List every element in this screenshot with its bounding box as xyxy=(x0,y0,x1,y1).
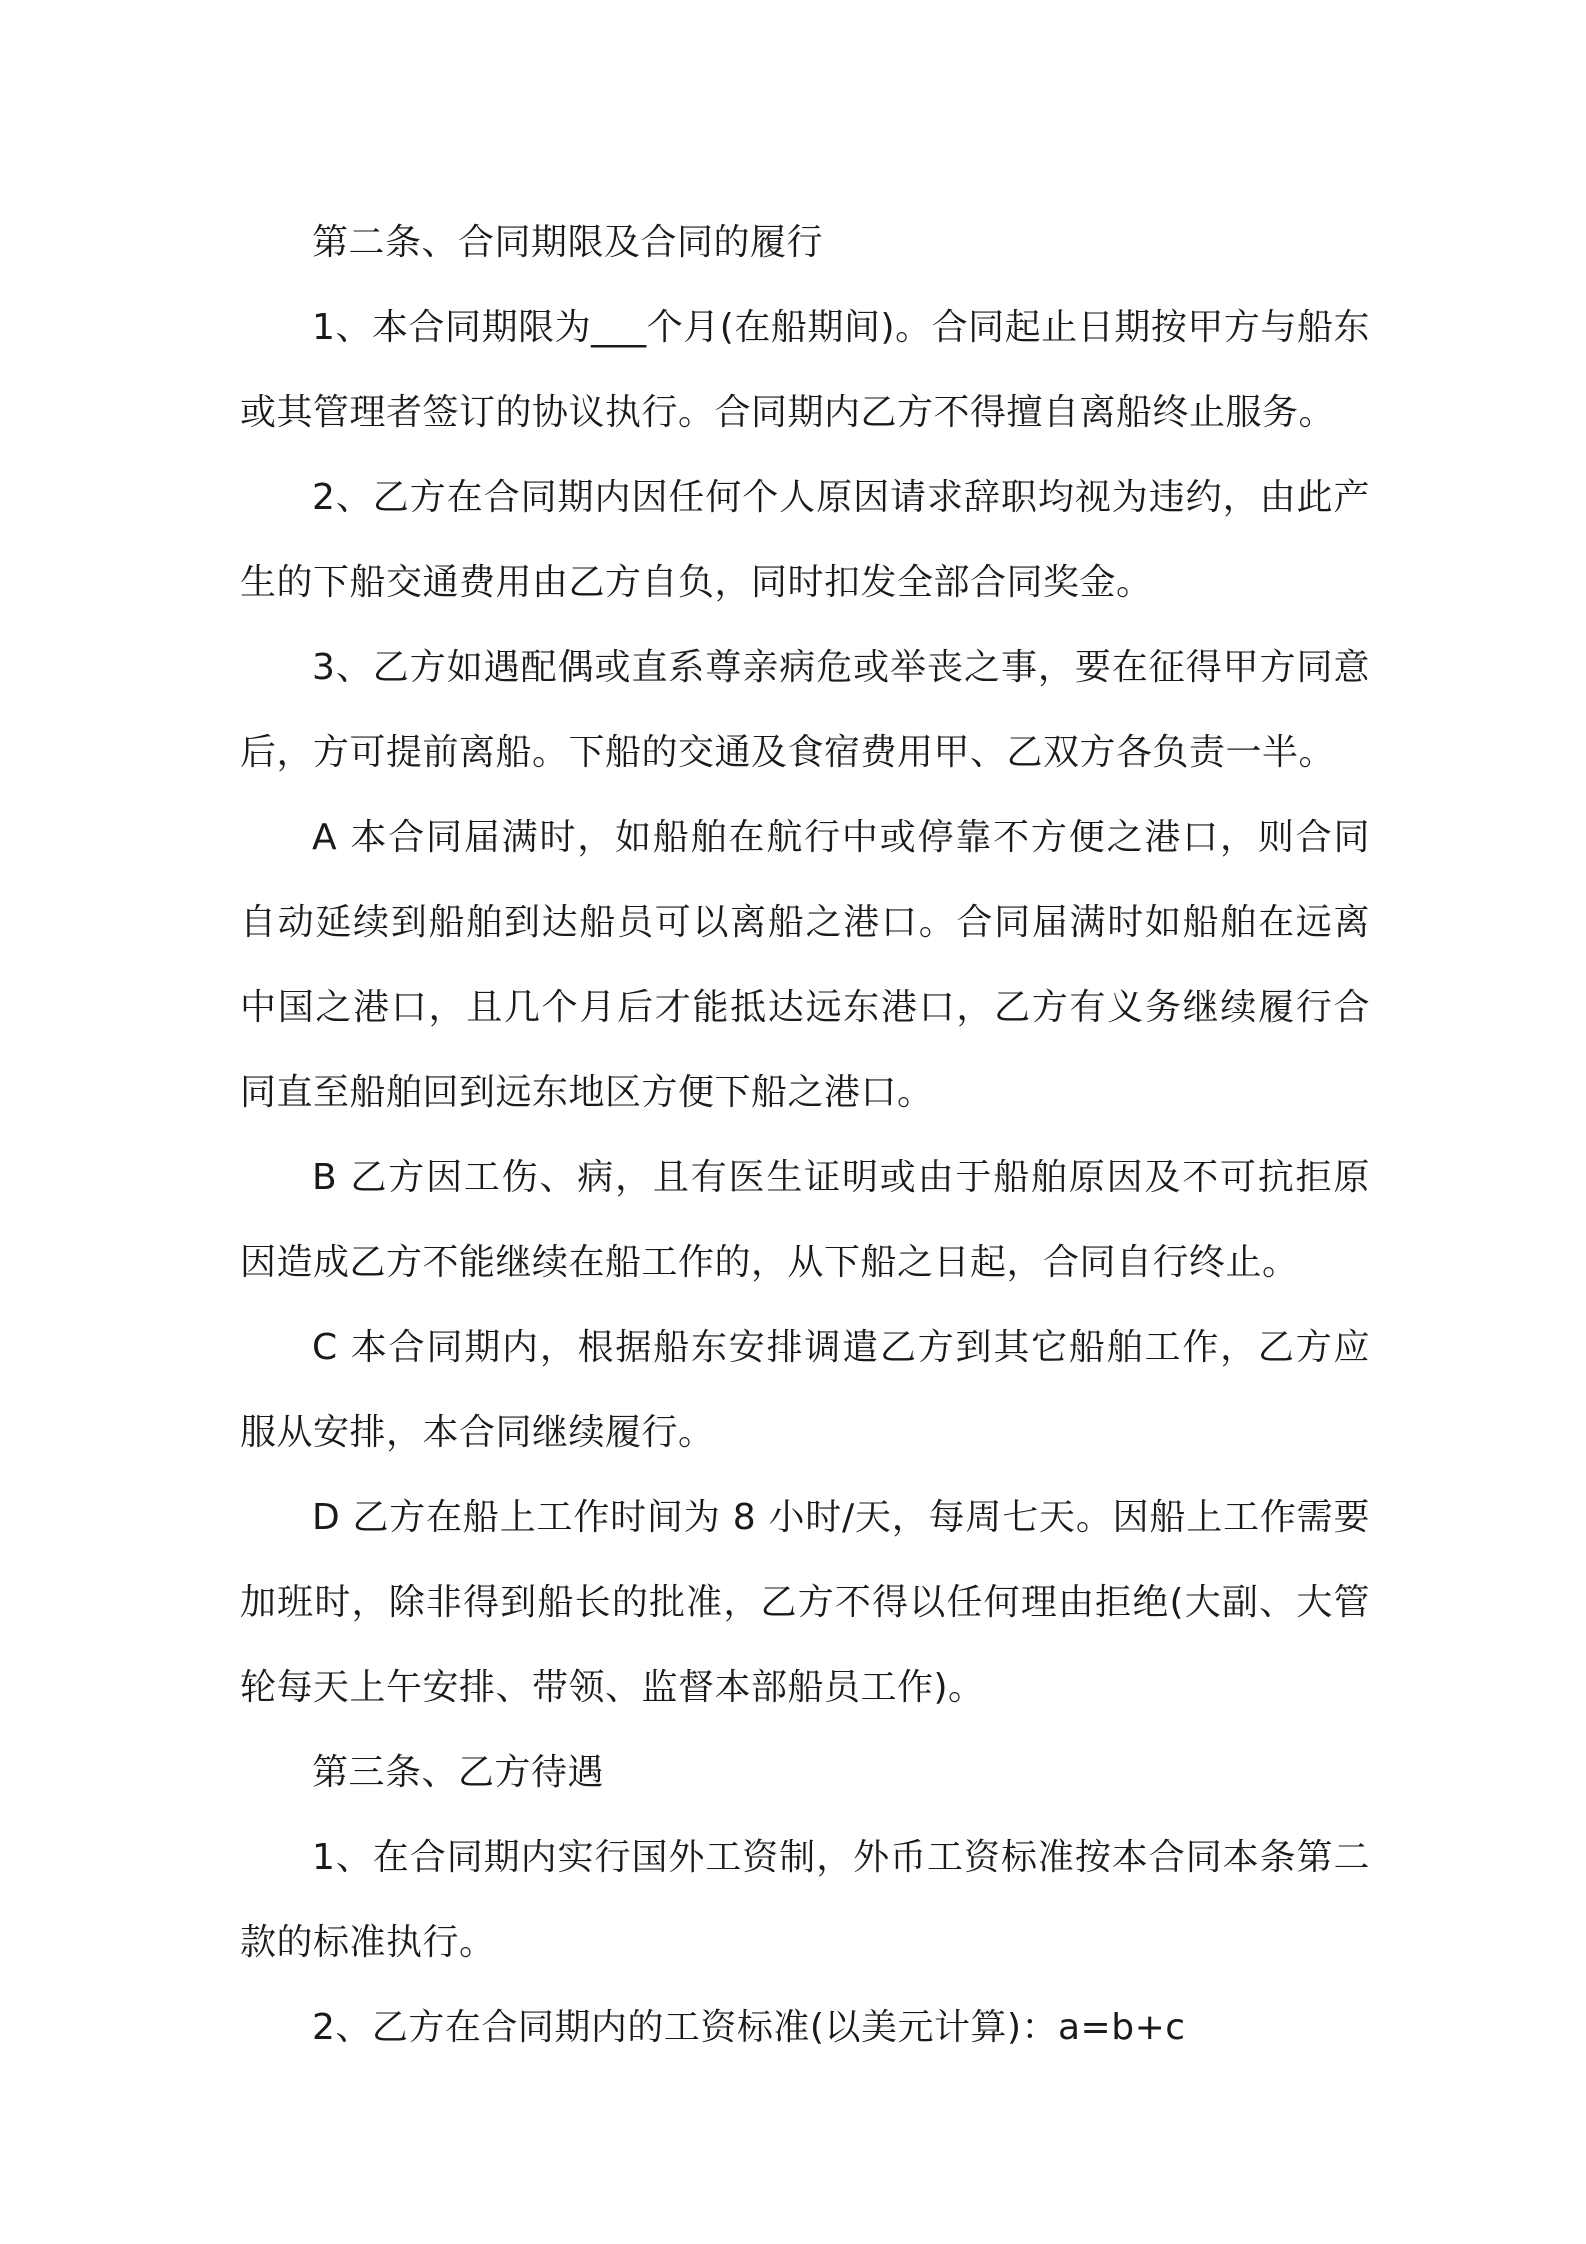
article-2-item-a: A 本合同届满时，如船舶在航行中或停靠不方便之港口，则合同自动延续到船舶到达船员可以离船之港口。合同届满时如船舶在远离中国之港口，且几个月后才能抵达远东港口，乙方有义务继续履行合同直至船舶回到远东地区方便下船之港口。 xyxy=(240,817,1370,1113)
article-3-heading: 第三条、乙方待遇 xyxy=(312,1752,605,1793)
article-2-heading: 第二条、合同期限及合同的履行 xyxy=(312,222,824,263)
article-2-clause-1: 1、本合同期限为___个月(在船期间)。合同起止日期按甲方与船东或其管理者签订的协议执行。合同期内乙方不得擅自离船终止服务。 xyxy=(240,307,1370,433)
article-2-clause-2: 2、乙方在合同期内因任何个人原因请求辞职均视为违约，由此产生的下船交通费用由乙方自负，同时扣发全部合同奖金。 xyxy=(240,477,1370,603)
article-3-clause-1: 1、在合同期内实行国外工资制，外币工资标准按本合同本条第二款的标准执行。 xyxy=(240,1837,1370,1963)
article-2-clause-3: 3、乙方如遇配偶或直系尊亲病危或举丧之事，要在征得甲方同意后，方可提前离船。下船的交通及食宿费用甲、乙双方各负责一半。 xyxy=(240,647,1370,773)
article-3-clause-2: 2、乙方在合同期内的工资标准(以美元计算)：a=b+c xyxy=(312,2007,1186,2048)
article-2-item-d: D 乙方在船上工作时间为 8 小时/天，每周七天。因船上工作需要加班时，除非得到船长的批准，乙方不得以任何理由拒绝(大副、大管轮每天上午安排、带领、监督本部船员工作)。 xyxy=(240,1497,1370,1708)
article-2-item-b: B 乙方因工伤、病，且有医生证明或由于船舶原因及不可抗拒原因造成乙方不能继续在船工作的，从下船之日起，合同自行终止。 xyxy=(240,1157,1370,1283)
document-body xyxy=(240,200,1370,2070)
article-2-item-c: C 本合同期内，根据船东安排调遣乙方到其它船舶工作，乙方应服从安排，本合同继续履行。 xyxy=(240,1327,1370,1453)
